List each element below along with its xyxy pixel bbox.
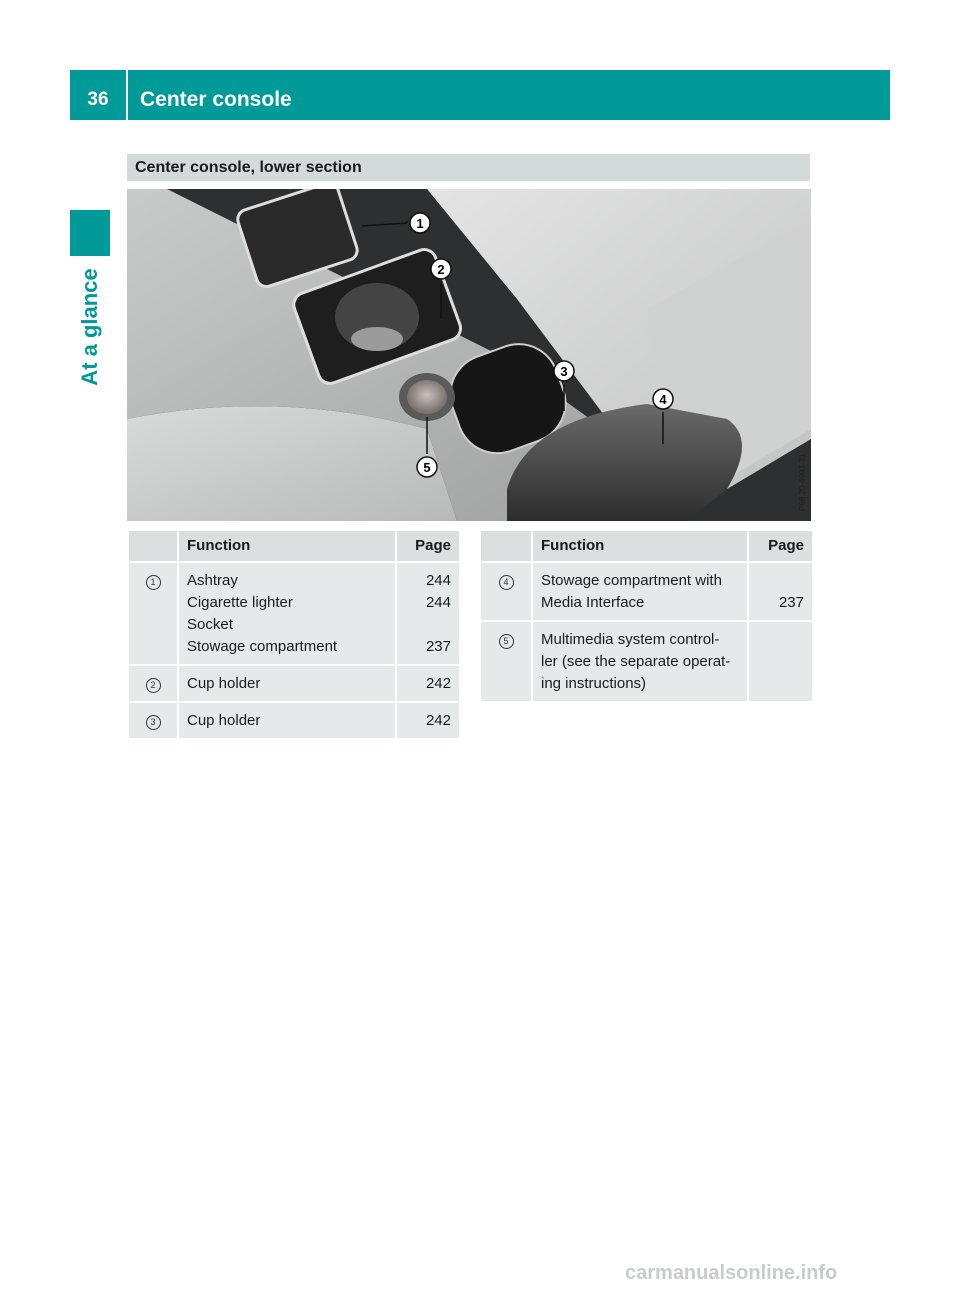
function-text: Cigarette lighter <box>187 594 293 611</box>
function-text: Cup holder <box>178 702 396 739</box>
item-number: 5 <box>499 634 514 649</box>
callout-1 <box>410 213 430 233</box>
page-number: 36 <box>70 70 128 120</box>
function-text: ing instructions) <box>541 675 647 692</box>
function-text: Stowage compartment <box>187 638 338 655</box>
function-table-left <box>127 529 461 740</box>
page-ref: 244 <box>425 572 451 589</box>
table-row <box>480 562 813 621</box>
table-row <box>480 621 813 702</box>
footer-watermark: carmanualsonline.info <box>625 1262 838 1284</box>
svg-text:4: 4 <box>659 392 667 407</box>
column-header-function: Function <box>178 530 396 562</box>
column-header-page: Page <box>748 530 813 562</box>
center-console-photo <box>127 189 811 521</box>
function-text: Socket <box>187 616 233 633</box>
column-header-function: Function <box>532 530 748 562</box>
callout-4 <box>653 389 673 409</box>
section-heading: Center console, lower section <box>127 154 810 181</box>
table-row <box>128 562 460 665</box>
page-ref <box>748 621 813 702</box>
page-header <box>70 70 890 120</box>
svg-text:1: 1 <box>416 216 424 231</box>
page-ref <box>405 614 451 636</box>
controller-knob <box>407 380 447 414</box>
table-row <box>128 665 460 702</box>
function-text: Cup holder <box>178 665 396 702</box>
page-ref: 244 <box>425 594 451 611</box>
callout-5 <box>417 457 437 477</box>
callout-2 <box>431 259 451 279</box>
side-tab-label: At a glance <box>77 268 102 386</box>
column-header-page: Page <box>396 530 460 562</box>
chapter-title: Center console <box>140 88 292 111</box>
function-text: Ashtray <box>187 572 238 589</box>
page-ref: 237 <box>425 638 451 655</box>
item-number: 2 <box>146 678 161 693</box>
page-ref: 242 <box>396 665 460 702</box>
svg-text:2: 2 <box>437 262 445 277</box>
function-text: Media Interface <box>541 594 645 611</box>
function-text: Multimedia system control- <box>541 631 720 648</box>
function-table-right <box>479 529 814 703</box>
item-number: 1 <box>146 575 161 590</box>
item-number: 3 <box>146 715 161 730</box>
svg-text:3: 3 <box>560 364 568 379</box>
table-row <box>128 702 460 739</box>
page-ref: 237 <box>778 594 804 611</box>
item-number: 4 <box>499 575 514 590</box>
callout-3 <box>554 361 574 381</box>
svg-text:5: 5 <box>423 460 431 475</box>
function-text: ler (see the separate operat- <box>541 653 731 670</box>
page-ref: 242 <box>396 702 460 739</box>
image-code: P68.20-4993-31 <box>798 453 807 511</box>
side-tab <box>70 262 110 392</box>
side-tab-marker <box>70 210 110 256</box>
function-text: Stowage compartment with <box>541 572 722 589</box>
